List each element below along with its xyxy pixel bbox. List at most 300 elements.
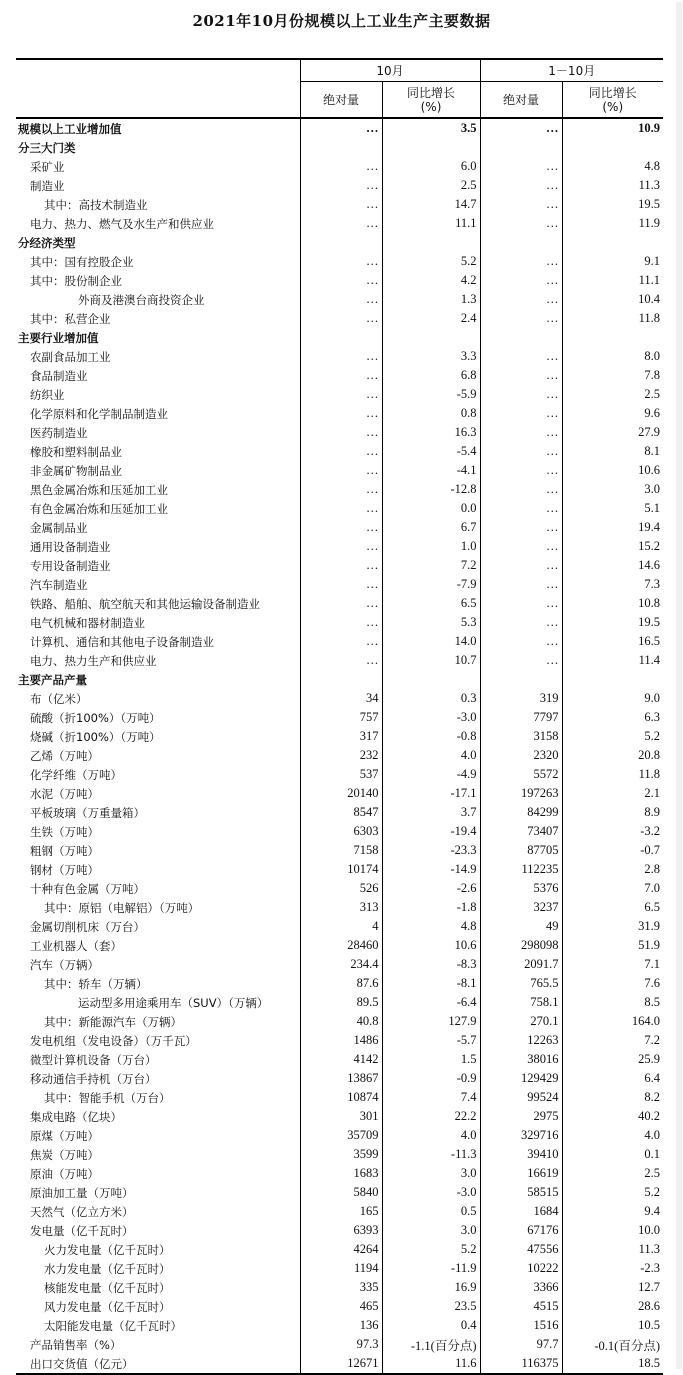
cell-growth-month: 16.3 — [382, 423, 480, 442]
cell-growth-ytd: 7.6 — [562, 974, 663, 993]
cell-growth-ytd: 11.1 — [562, 271, 663, 290]
cell-growth-month: 1.3 — [382, 290, 480, 309]
cell-growth-month: 14.7 — [382, 195, 480, 214]
cell-growth-month: 0.8 — [382, 404, 480, 423]
table-row — [16, 651, 663, 670]
row-label: 粗钢（万吨） — [30, 843, 99, 858]
cell-growth-ytd: 25.9 — [562, 1050, 663, 1069]
cell-abs-ytd: … — [480, 575, 562, 594]
cell-abs-ytd: 3237 — [480, 898, 562, 917]
cell-abs-ytd: 73407 — [480, 822, 562, 841]
cell-abs-ytd: 112235 — [480, 860, 562, 879]
cell-abs-ytd: 1684 — [480, 1202, 562, 1221]
cell-abs-month: … — [300, 423, 382, 442]
table-row — [16, 1354, 663, 1374]
cell-growth-month: -1.1(百分点) — [382, 1335, 480, 1354]
cell-growth-ytd: 3.0 — [562, 480, 663, 499]
cell-abs-month — [300, 233, 382, 252]
cell-abs-month: … — [300, 518, 382, 537]
cell-abs-month: 757 — [300, 708, 382, 727]
table-header — [16, 59, 663, 118]
cell-growth-month — [382, 138, 480, 157]
cell-abs-month: 6303 — [300, 822, 382, 841]
cell-growth-ytd: 10.6 — [562, 461, 663, 480]
cell-abs-ytd: 10222 — [480, 1259, 562, 1278]
row-label: 水力发电量（亿千瓦时） — [44, 1261, 171, 1276]
table-row — [16, 974, 663, 993]
cell-growth-month: -7.9 — [382, 575, 480, 594]
row-label: 其中：高技术制造业 — [44, 197, 148, 212]
cell-abs-ytd: … — [480, 651, 562, 670]
row-label: 通用设备制造业 — [30, 539, 111, 554]
cell-abs-month: 4 — [300, 917, 382, 936]
cell-abs-month: … — [300, 651, 382, 670]
table-row — [16, 461, 663, 480]
cell-growth-month: 2.5 — [382, 176, 480, 195]
cell-growth-month: 6.8 — [382, 366, 480, 385]
cell-growth-ytd: 7.3 — [562, 575, 663, 594]
cell-abs-month: … — [300, 442, 382, 461]
table-row — [16, 556, 663, 575]
cell-abs-ytd: 38016 — [480, 1050, 562, 1069]
cell-growth-month: -5.9 — [382, 385, 480, 404]
row-label: 硫酸（折100%）（万吨） — [30, 710, 161, 725]
row-label: 其中：新能源汽车（万辆） — [44, 1014, 182, 1029]
table-row — [16, 1050, 663, 1069]
table-row — [16, 366, 663, 385]
cell-growth-ytd: 9.4 — [562, 1202, 663, 1221]
row-label: 非金属矿物制品业 — [30, 463, 122, 478]
row-label: 十种有色金属（万吨） — [30, 881, 145, 896]
cell-growth-ytd: 8.5 — [562, 993, 663, 1012]
row-label: 黑色金属冶炼和压延加工业 — [30, 482, 168, 497]
row-label: 其中：股份制企业 — [30, 273, 122, 288]
cell-growth-ytd: -0.7 — [562, 841, 663, 860]
cell-abs-ytd: 5376 — [480, 879, 562, 898]
cell-growth-ytd: 10.5 — [562, 1316, 663, 1335]
cell-growth-ytd — [562, 670, 663, 689]
table-row — [16, 784, 663, 803]
cell-growth-month — [382, 233, 480, 252]
row-label: 汽车（万辆） — [30, 957, 99, 972]
cell-growth-month: -11.9 — [382, 1259, 480, 1278]
cell-abs-month: 234.4 — [300, 955, 382, 974]
cell-abs-month: 35709 — [300, 1126, 382, 1145]
cell-abs-ytd: … — [480, 252, 562, 271]
table-row — [16, 233, 663, 252]
cell-growth-ytd: 2.5 — [562, 1164, 663, 1183]
cell-growth-month: 1.0 — [382, 537, 480, 556]
cell-growth-ytd: 8.1 — [562, 442, 663, 461]
cell-growth-ytd: 7.2 — [562, 1031, 663, 1050]
cell-growth-ytd: 11.8 — [562, 309, 663, 328]
row-label: 发电机组（发电设备）（万千瓦） — [30, 1033, 197, 1048]
cell-abs-ytd: … — [480, 480, 562, 499]
header-group-october: 10月 — [300, 59, 480, 82]
cell-abs-month: … — [300, 461, 382, 480]
cell-abs-month: 537 — [300, 765, 382, 784]
cell-abs-ytd: … — [480, 176, 562, 195]
header-growth-unit: (%) — [602, 99, 624, 114]
cell-growth-month: 22.2 — [382, 1107, 480, 1126]
cell-growth-month: 3.0 — [382, 1164, 480, 1183]
cell-growth-ytd — [562, 138, 663, 157]
table-row — [16, 1088, 663, 1107]
table-body — [16, 118, 663, 1374]
cell-abs-month: 40.8 — [300, 1012, 382, 1031]
cell-growth-month: -5.7 — [382, 1031, 480, 1050]
row-label: 化学原料和化学制品制造业 — [30, 406, 168, 421]
cell-abs-month: … — [300, 594, 382, 613]
cell-abs-month: 165 — [300, 1202, 382, 1221]
table-row — [16, 1316, 663, 1335]
cell-growth-ytd: 2.1 — [562, 784, 663, 803]
table-row — [16, 765, 663, 784]
row-label: 集成电路（亿块） — [30, 1109, 122, 1124]
table-row — [16, 708, 663, 727]
row-label: 专用设备制造业 — [30, 558, 111, 573]
row-label: 主要行业增加值 — [18, 330, 99, 345]
row-label: 其中：智能手机（万台） — [44, 1090, 171, 1105]
cell-abs-ytd: 129429 — [480, 1069, 562, 1088]
table-row — [16, 537, 663, 556]
cell-growth-ytd: 2.5 — [562, 385, 663, 404]
row-label: 橡胶和塑料制品业 — [30, 444, 122, 459]
cell-growth-ytd: 9.0 — [562, 689, 663, 708]
cell-growth-ytd: 14.6 — [562, 556, 663, 575]
row-label: 烧碱（折100%）（万吨） — [30, 729, 161, 744]
table-row — [16, 1145, 663, 1164]
row-label: 分三大门类 — [18, 140, 76, 155]
row-label: 原油加工量（万吨） — [30, 1185, 134, 1200]
table-row — [16, 271, 663, 290]
cell-abs-month: 3599 — [300, 1145, 382, 1164]
row-label: 医药制造业 — [30, 425, 88, 440]
cell-abs-ytd: 58515 — [480, 1183, 562, 1202]
cell-abs-month: 232 — [300, 746, 382, 765]
cell-abs-ytd: … — [480, 499, 562, 518]
cell-abs-month: 13867 — [300, 1069, 382, 1088]
cell-abs-month: 301 — [300, 1107, 382, 1126]
cell-abs-month: … — [300, 480, 382, 499]
cell-abs-ytd: … — [480, 404, 562, 423]
cell-growth-month: -3.0 — [382, 708, 480, 727]
cell-growth-ytd: -2.3 — [562, 1259, 663, 1278]
cell-growth-month: -17.1 — [382, 784, 480, 803]
table-row — [16, 138, 663, 157]
cell-growth-month: 7.4 — [382, 1088, 480, 1107]
table-row — [16, 917, 663, 936]
cell-growth-month: -14.9 — [382, 860, 480, 879]
cell-growth-month: 11.6 — [382, 1354, 480, 1374]
cell-abs-month: 97.3 — [300, 1335, 382, 1354]
cell-abs-ytd: 2091.7 — [480, 955, 562, 974]
row-label: 金属制品业 — [30, 520, 88, 535]
data-table — [16, 58, 663, 1375]
cell-growth-month: -0.8 — [382, 727, 480, 746]
cell-growth-month — [382, 328, 480, 347]
header-blank-2 — [16, 82, 300, 119]
table-row — [16, 803, 663, 822]
cell-abs-month: … — [300, 157, 382, 176]
cell-growth-ytd: 11.3 — [562, 176, 663, 195]
table-row — [16, 1164, 663, 1183]
table-row — [16, 1031, 663, 1050]
cell-growth-month: -0.9 — [382, 1069, 480, 1088]
table-row — [16, 157, 663, 176]
table-row — [16, 594, 663, 613]
cell-abs-month: 136 — [300, 1316, 382, 1335]
cell-growth-ytd: 18.5 — [562, 1354, 663, 1374]
cell-abs-ytd: 116375 — [480, 1354, 562, 1374]
cell-abs-month: 317 — [300, 727, 382, 746]
row-label: 生铁（万吨） — [30, 824, 99, 839]
cell-abs-ytd: 270.1 — [480, 1012, 562, 1031]
cell-growth-month: 10.6 — [382, 936, 480, 955]
cell-abs-month — [300, 328, 382, 347]
cell-growth-ytd: 8.0 — [562, 347, 663, 366]
table-row — [16, 1240, 663, 1259]
table-row — [16, 993, 663, 1012]
row-label: 移动通信手持机（万台） — [30, 1071, 157, 1086]
cell-abs-ytd: 4515 — [480, 1297, 562, 1316]
cell-growth-month: 14.0 — [382, 632, 480, 651]
row-label: 微型计算机设备（万台） — [30, 1052, 157, 1067]
row-label: 其中：私营企业 — [30, 311, 111, 326]
cell-abs-month: 8547 — [300, 803, 382, 822]
cell-growth-ytd: 7.1 — [562, 955, 663, 974]
cell-growth-month: 5.2 — [382, 1240, 480, 1259]
cell-growth-ytd: 6.5 — [562, 898, 663, 917]
cell-abs-ytd: … — [480, 385, 562, 404]
cell-abs-month: 10874 — [300, 1088, 382, 1107]
cell-growth-month: -5.4 — [382, 442, 480, 461]
cell-abs-ytd: … — [480, 366, 562, 385]
row-label: 电力、热力、燃气及水生产和供应业 — [30, 216, 214, 231]
cell-growth-month: 4.0 — [382, 746, 480, 765]
cell-growth-month: -1.8 — [382, 898, 480, 917]
cell-abs-month: 87.6 — [300, 974, 382, 993]
cell-growth-ytd: 0.1 — [562, 1145, 663, 1164]
cell-growth-ytd: 31.9 — [562, 917, 663, 936]
cell-growth-month: 5.3 — [382, 613, 480, 632]
table-row — [16, 689, 663, 708]
cell-abs-month: 12671 — [300, 1354, 382, 1374]
data-table-container — [16, 58, 663, 1375]
row-label: 其中：轿车（万辆） — [44, 976, 148, 991]
table-row — [16, 442, 663, 461]
row-label: 外商及港澳台商投资企业 — [78, 292, 205, 307]
header-growth-unit: (%) — [420, 99, 442, 114]
table-row — [16, 309, 663, 328]
cell-abs-month: … — [300, 556, 382, 575]
row-label: 金属切削机床（万台） — [30, 919, 145, 934]
cell-abs-ytd — [480, 138, 562, 157]
table-row — [16, 1259, 663, 1278]
cell-growth-ytd: 7.0 — [562, 879, 663, 898]
table-row — [16, 118, 663, 138]
cell-abs-month: 34 — [300, 689, 382, 708]
cell-abs-month: 335 — [300, 1278, 382, 1297]
table-row — [16, 423, 663, 442]
cell-growth-ytd — [562, 328, 663, 347]
cell-abs-month: … — [300, 271, 382, 290]
table-row — [16, 290, 663, 309]
cell-growth-month: -2.6 — [382, 879, 480, 898]
cell-growth-month: 4.8 — [382, 917, 480, 936]
header-abs-month: 绝对量 — [300, 82, 382, 119]
table-row — [16, 1221, 663, 1240]
row-label: 其中：原铝（电解铝）（万吨） — [44, 900, 200, 915]
header-group-jan-oct: 1－10月 — [480, 59, 663, 82]
cell-abs-ytd: 319 — [480, 689, 562, 708]
cell-abs-ytd: … — [480, 309, 562, 328]
table-row — [16, 499, 663, 518]
row-label: 焦炭（万吨） — [30, 1147, 99, 1162]
table-row — [16, 727, 663, 746]
row-label: 铁路、船舶、航空航天和其他运输设备制造业 — [30, 596, 260, 611]
cell-abs-ytd: 5572 — [480, 765, 562, 784]
header-growth-month — [382, 82, 480, 119]
cell-growth-ytd: 20.8 — [562, 746, 663, 765]
cell-growth-ytd: 2.8 — [562, 860, 663, 879]
row-label: 太阳能发电量（亿千瓦时） — [44, 1318, 182, 1333]
vertical-scrollbar[interactable] — [676, 2, 682, 1369]
table-row — [16, 1069, 663, 1088]
row-label: 产品销售率（%） — [30, 1337, 122, 1352]
row-label: 运动型多用途乘用车（SUV）（万辆） — [78, 995, 269, 1010]
cell-abs-ytd: … — [480, 613, 562, 632]
cell-growth-month: 2.4 — [382, 309, 480, 328]
row-label: 风力发电量（亿千瓦时） — [44, 1299, 171, 1314]
cell-growth-month: 3.3 — [382, 347, 480, 366]
cell-growth-ytd: 5.2 — [562, 1183, 663, 1202]
cell-abs-ytd: 3366 — [480, 1278, 562, 1297]
cell-growth-ytd: -0.1(百分点) — [562, 1335, 663, 1354]
cell-abs-month: … — [300, 290, 382, 309]
cell-growth-month: 0.4 — [382, 1316, 480, 1335]
cell-abs-ytd: 329716 — [480, 1126, 562, 1145]
cell-growth-month: -19.4 — [382, 822, 480, 841]
cell-growth-ytd: 16.5 — [562, 632, 663, 651]
table-row — [16, 898, 663, 917]
row-label: 平板玻璃（万重量箱） — [30, 805, 145, 820]
row-label: 计算机、通信和其他电子设备制造业 — [30, 634, 214, 649]
table-row — [16, 670, 663, 689]
cell-growth-ytd: 28.6 — [562, 1297, 663, 1316]
cell-growth-ytd: 11.8 — [562, 765, 663, 784]
cell-growth-month: -4.1 — [382, 461, 480, 480]
cell-abs-ytd — [480, 233, 562, 252]
cell-abs-month — [300, 670, 382, 689]
cell-growth-ytd: 7.8 — [562, 366, 663, 385]
cell-growth-month: 3.5 — [382, 118, 480, 138]
cell-abs-ytd: 49 — [480, 917, 562, 936]
cell-growth-month: 11.1 — [382, 214, 480, 233]
table-row — [16, 1183, 663, 1202]
cell-abs-ytd: … — [480, 271, 562, 290]
cell-abs-ytd: 2975 — [480, 1107, 562, 1126]
cell-growth-ytd: 11.4 — [562, 651, 663, 670]
table-row — [16, 1126, 663, 1145]
row-label: 规模以上工业增加值 — [18, 121, 122, 136]
cell-growth-month: -8.1 — [382, 974, 480, 993]
row-label: 采矿业 — [30, 159, 65, 174]
cell-growth-month: -12.8 — [382, 480, 480, 499]
cell-growth-month: -8.3 — [382, 955, 480, 974]
cell-abs-ytd: 99524 — [480, 1088, 562, 1107]
table-row — [16, 214, 663, 233]
cell-abs-month: … — [300, 613, 382, 632]
table-row — [16, 1278, 663, 1297]
cell-growth-month: 6.0 — [382, 157, 480, 176]
cell-abs-month: … — [300, 309, 382, 328]
cell-abs-ytd: … — [480, 537, 562, 556]
cell-growth-month: 0.3 — [382, 689, 480, 708]
table-row — [16, 252, 663, 271]
cell-growth-month: 3.7 — [382, 803, 480, 822]
row-label: 钢材（万吨） — [30, 862, 99, 877]
row-label: 分经济类型 — [18, 235, 76, 250]
cell-abs-month: … — [300, 195, 382, 214]
cell-abs-ytd: 97.7 — [480, 1335, 562, 1354]
cell-abs-month: 6393 — [300, 1221, 382, 1240]
table-row — [16, 822, 663, 841]
cell-abs-month: … — [300, 366, 382, 385]
cell-abs-month: 89.5 — [300, 993, 382, 1012]
table-row — [16, 632, 663, 651]
cell-growth-month: -4.9 — [382, 765, 480, 784]
cell-growth-ytd: 11.3 — [562, 1240, 663, 1259]
table-row — [16, 480, 663, 499]
cell-growth-ytd: 15.2 — [562, 537, 663, 556]
cell-growth-month: 1.5 — [382, 1050, 480, 1069]
cell-abs-ytd: … — [480, 214, 562, 233]
row-label: 布（亿米） — [30, 691, 88, 706]
row-label: 纺织业 — [30, 387, 65, 402]
cell-abs-ytd: 3158 — [480, 727, 562, 746]
table-row — [16, 1107, 663, 1126]
row-label: 有色金属冶炼和压延加工业 — [30, 501, 168, 516]
cell-growth-ytd — [562, 233, 663, 252]
cell-abs-month: … — [300, 575, 382, 594]
row-label: 农副食品加工业 — [30, 349, 111, 364]
cell-growth-month: 10.7 — [382, 651, 480, 670]
cell-abs-ytd: 47556 — [480, 1240, 562, 1259]
row-label: 其中：国有控股企业 — [30, 254, 134, 269]
row-label: 汽车制造业 — [30, 577, 88, 592]
row-label: 原油（万吨） — [30, 1166, 99, 1181]
row-label: 制造业 — [30, 178, 65, 193]
table-row — [16, 1297, 663, 1316]
cell-growth-ytd: 10.4 — [562, 290, 663, 309]
cell-abs-ytd: 197263 — [480, 784, 562, 803]
table-row — [16, 841, 663, 860]
header-abs-ytd: 绝对量 — [480, 82, 562, 119]
cell-abs-month: 10174 — [300, 860, 382, 879]
cell-abs-month: … — [300, 176, 382, 195]
cell-abs-ytd: … — [480, 195, 562, 214]
cell-growth-ytd: 19.4 — [562, 518, 663, 537]
cell-growth-month: 4.2 — [382, 271, 480, 290]
cell-growth-ytd: 10.8 — [562, 594, 663, 613]
table-row — [16, 176, 663, 195]
cell-abs-month: 465 — [300, 1297, 382, 1316]
table-row — [16, 879, 663, 898]
cell-abs-ytd: … — [480, 518, 562, 537]
cell-growth-ytd: 6.3 — [562, 708, 663, 727]
cell-abs-ytd: 67176 — [480, 1221, 562, 1240]
